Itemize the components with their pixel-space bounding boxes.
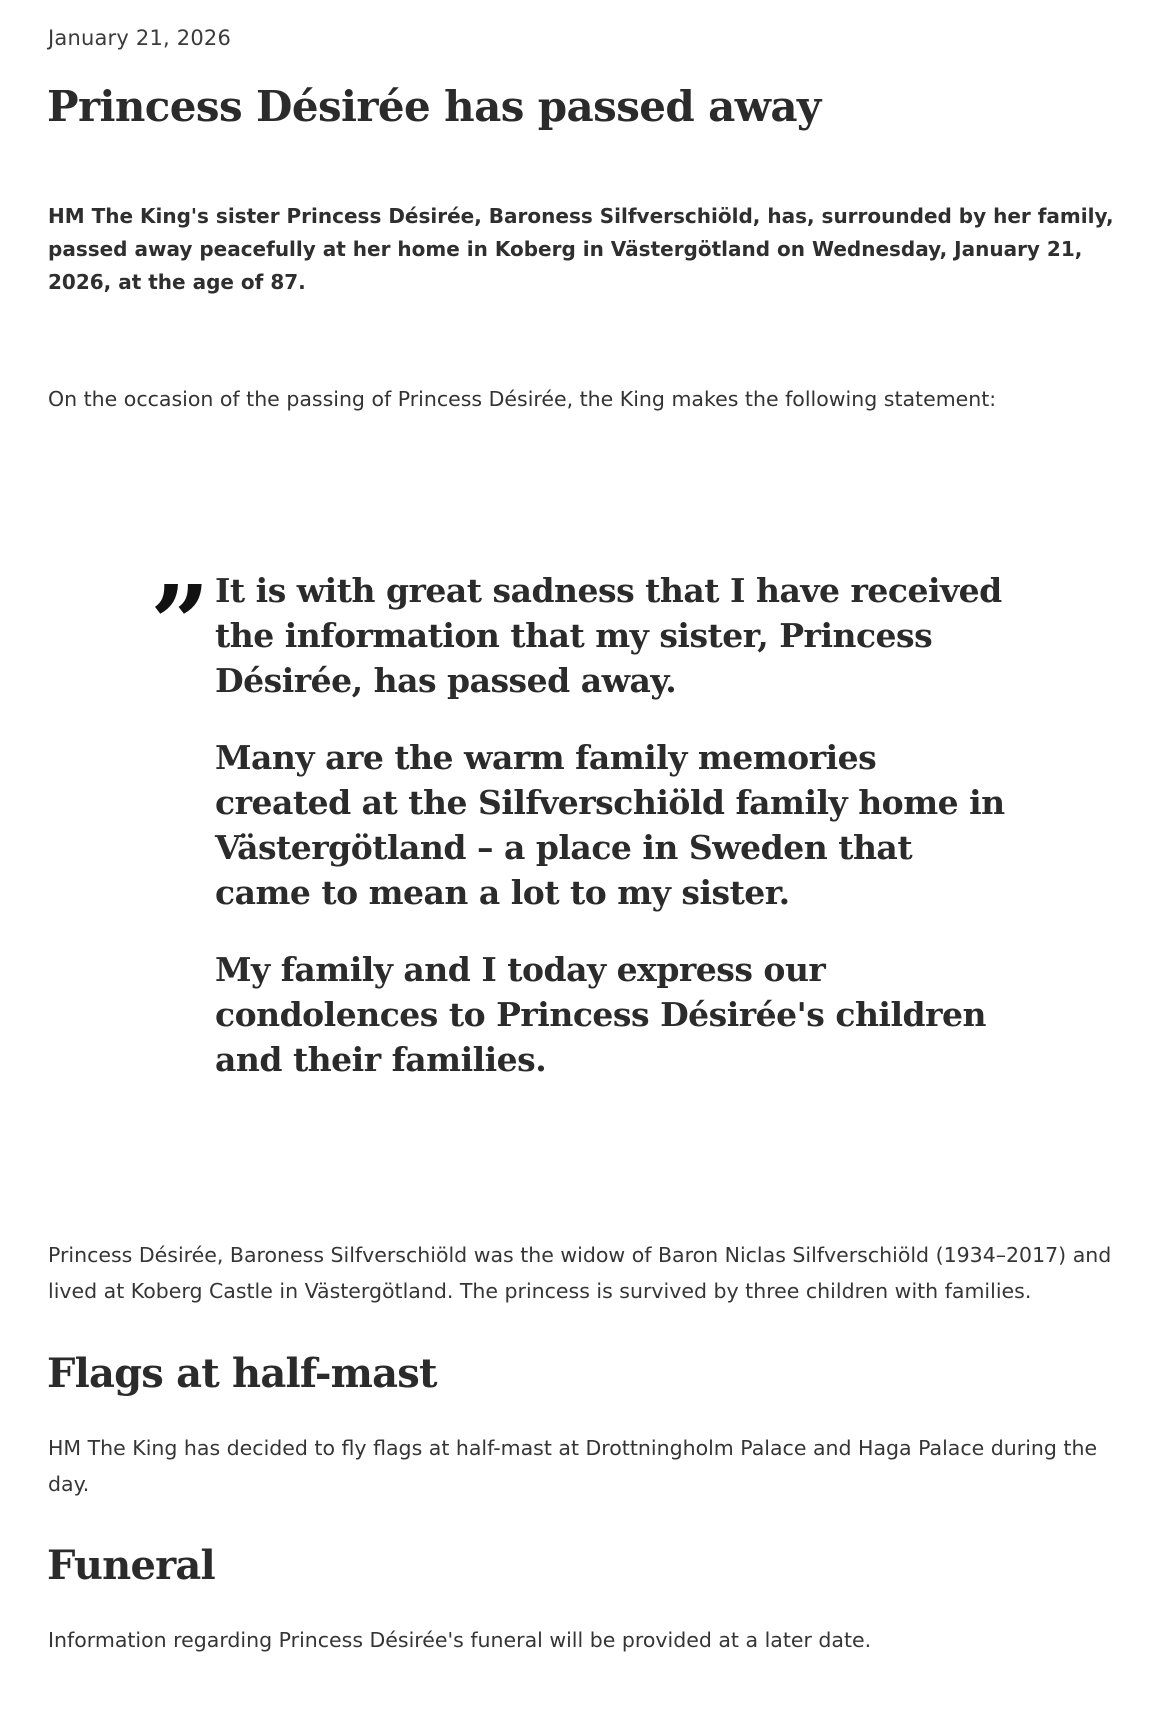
quote-paragraph-1: It is with great sadness that I have received the information that my sister, Princess Désirée, has passed away. [215, 571, 1002, 700]
funeral-paragraph: Information regarding Princess Désirée's funeral will be provided at a later date. [48, 1628, 872, 1652]
king-statement-quote [215, 568, 1015, 1114]
statement-intro: On the occasion of the passing of Princess Désirée, the King makes the following statement: [48, 387, 997, 411]
funeral-heading: Funeral [47, 1542, 215, 1589]
publish-date: January 21, 2026 [48, 26, 232, 50]
quote-paragraph-3: My family and I today express our condolences to Princess Désirée's children and their families. [215, 950, 986, 1079]
page-title: Princess Désirée has passed away [47, 82, 821, 131]
flags-heading: Flags at half-mast [47, 1350, 437, 1397]
biography-paragraph: Princess Désirée, Baroness Silfverschiöld was the widow of Baron Niclas Silfverschiöld (1934–2017) and lived at Koberg Castle in Västergötland. The princess is survived by three children with families. [48, 1243, 1112, 1303]
quote-paragraph-2: Many are the warm family memories created at the Silfverschiöld family home in Västergötland – a place in Sweden that came to mean a lot to my sister. [215, 738, 1005, 912]
quote-mark-icon: ” [150, 562, 210, 685]
flags-paragraph: HM The King has decided to fly flags at half-mast at Drottningholm Palace and Haga Palace during the day. [48, 1436, 1098, 1496]
lead-paragraph: HM The King's sister Princess Désirée, Baroness Silfverschiöld, has, surrounded by her family, passed away peacefully at her home in Koberg in Västergötland on Wednesday, January 21, 2026, at the age of 87. [48, 204, 1114, 294]
